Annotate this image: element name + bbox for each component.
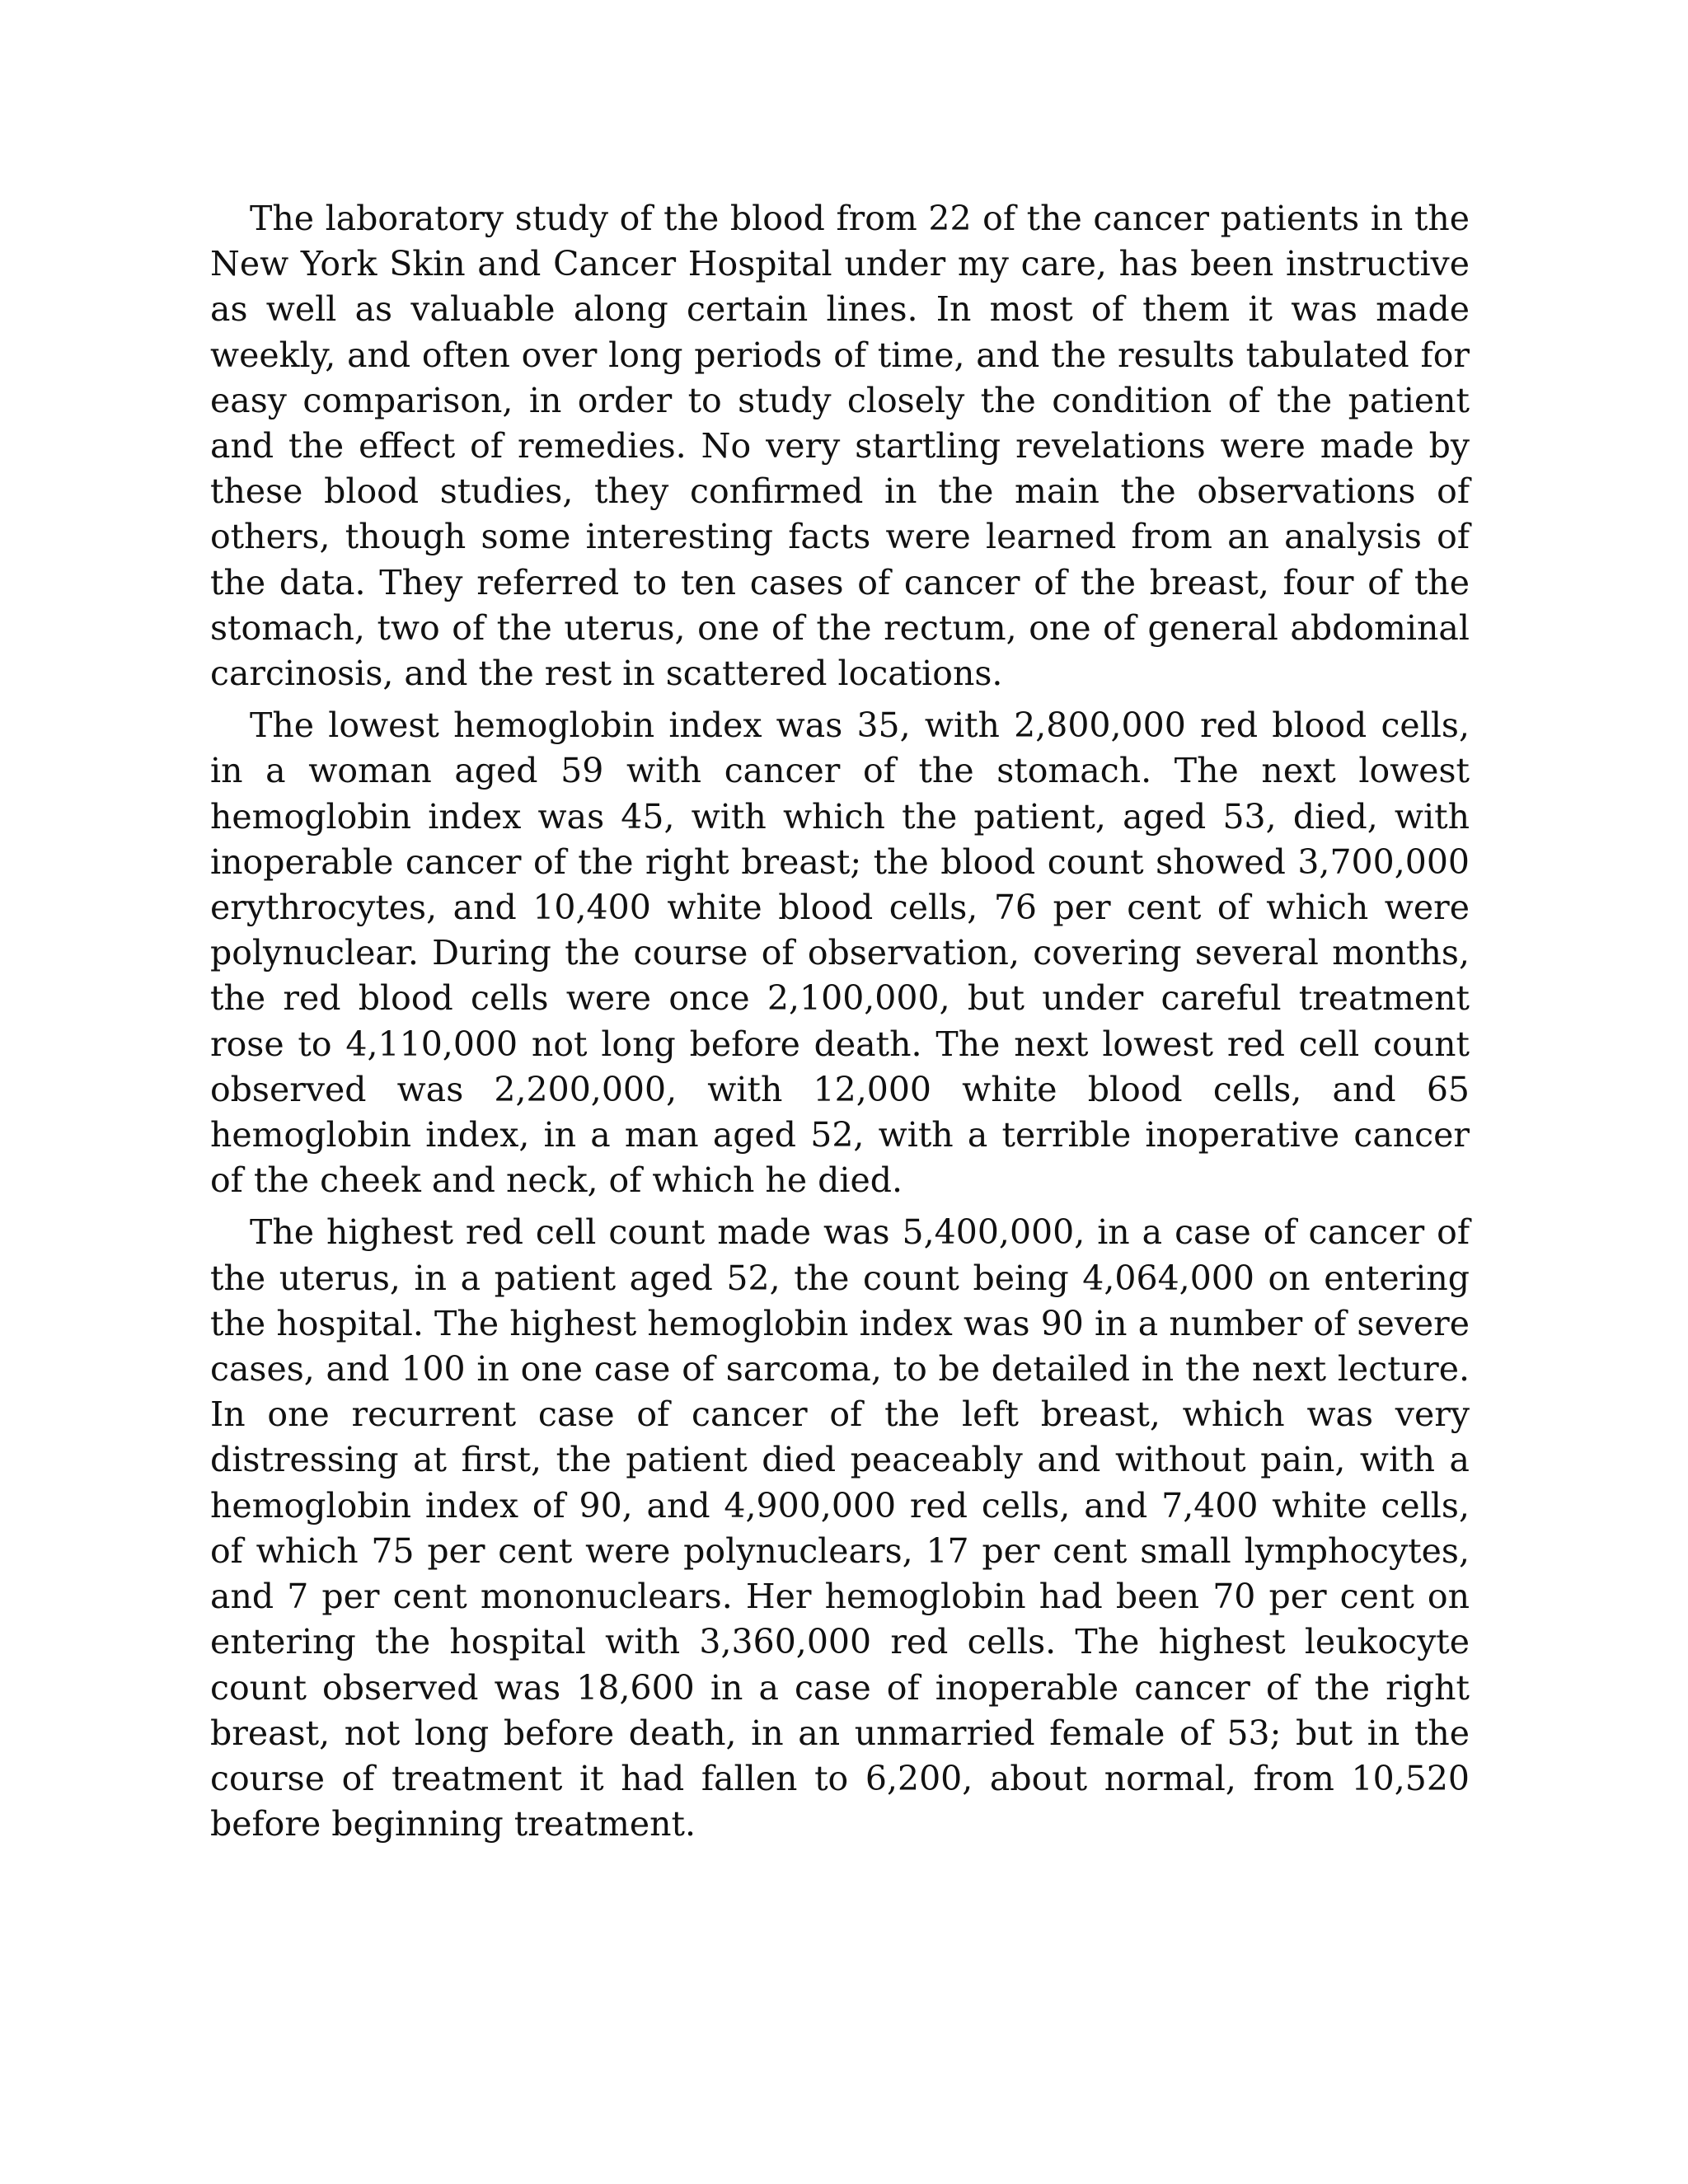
paragraph-blood-study-overview: The laboratory study of the blood from 22 of the cancer patients in the New York Skin and Cancer Hospital under my care, has been instructive as well as valuable along certain lines. In most of them it was made weekly, and often over long periods of time, and the results tabulated for easy comparison, in order to study closely the condition of the patient and the effect of remedies. No very startling revelations were made by these blood studies, they confirmed in the main the observations of others, though some interesting facts were learned from an analysis of the data. They referred to ten cases of cancer of the breast, four of the stomach, two of the uterus, one of the rectum, one of general abdominal carcinosis, and the rest in scattered locations. — [210, 199, 1470, 694]
body-text — [210, 196, 1470, 1854]
paragraph-lowest-counts: The lowest hemoglobin index was 35, with 2,800,000 red blood cells, in a woman aged 59 with cancer of the stomach. The next lowest hemoglobin index was 45, with which the patient, aged 53, died, with inoperable cancer of the right breast; the blood count showed 3,700,000 erythrocytes, and 10,400 white blood cells, 76 per cent of which were polynuclear. During the course of observation, covering several months, the red blood cells were once 2,100,000, but under careful treatment rose to 4,110,000 not long before death. The next lowest red cell count observed was 2,200,000, with 12,000 white blood cells, and 65 hemoglobin index, in a man aged 52, with a terrible inoperative cancer of the cheek and neck, of which he died. — [210, 705, 1470, 1201]
paragraph-highest-counts: The highest red cell count made was 5,400,000, in a case of cancer of the uterus, in a patient aged 52, the count being 4,064,000 on entering the hospital. The highest hemoglobin index was 90 in a number of severe cases, and 100 in one case of sarcoma, to be detailed in the next lecture. In one recurrent case of cancer of the left breast, which was very distressing at first, the patient died peaceably and without pain, with a hemoglobin index of 90, and 4,900,000 red cells, and 7,400 white cells, of which 75 per cent were polynuclears, 17 per cent small lymphocytes, and 7 per cent mononuclears. Her hemoglobin had been 70 per cent on entering the hospital with 3,360,000 red cells. The highest leukocyte count observed was 18,600 in a case of inoperable cancer of the right breast, not long before death, in an unmarried female of 53; but in the course of treatment it had fallen to 6,200, about normal, from 10,520 before beginning treatment. — [210, 1212, 1470, 1844]
